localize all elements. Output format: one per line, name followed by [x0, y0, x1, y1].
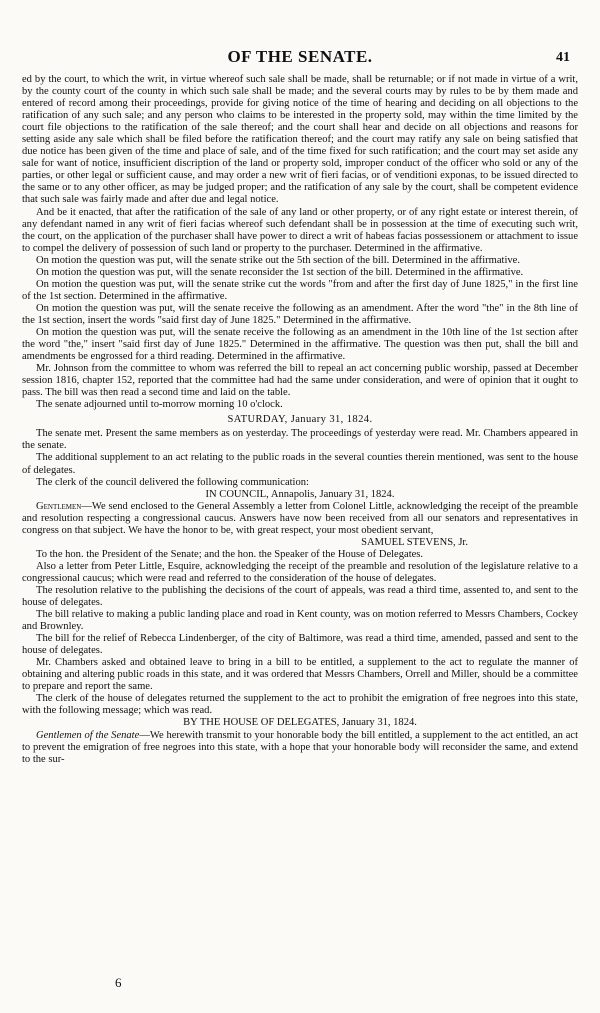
house-letter	[22, 730, 578, 766]
paragraph: The additional supplement to an act relating to the public roads in the several counties therein mentioned, was sent to the house of delegates.	[22, 452, 578, 476]
council-heading: IN COUNCIL, Annapolis, January 31, 1824.	[205, 488, 395, 500]
paragraph: Mr. Johnson from the committee to whom was referred the bill to repeal an act concerning public worship, passed at December session 1816, chapter 152, reported that the committee had had the same under consideration, and were of opinion that it ought to pass. The bill was then read a second time and laid on the table.	[22, 363, 578, 399]
paragraph: The clerk of the house of delegates returned the supplement to the act to prohibit the emigration of free negroes into this state, with the following message; which was read.	[22, 693, 578, 717]
council-letter	[22, 501, 578, 537]
paragraph: The senate met. Present the same members as on yesterday. The proceedings of yesterday were read. Mr. Chambers appeared in the senate.	[22, 428, 578, 452]
paragraph: On motion the question was put, will the senate reconsider the 1st section of the bill. Determined in the affirmative.	[36, 266, 524, 278]
paragraph: The bill relative to making a public landing place and road in Kent county, was on motion referred to Messrs Chambers, Cockey and Brownley.	[22, 609, 578, 633]
council-address: To the hon. the President of the Senate; and the hon. the Speaker of the House of Delegates.	[36, 548, 424, 560]
paragraph: The senate adjourned until to-morrow morning 10 o'clock.	[36, 399, 283, 411]
council-letter-salutation: Gentlemen	[36, 500, 82, 512]
section-date-heading: SATURDAY, January 31, 1824.	[227, 414, 373, 426]
body-text	[22, 74, 578, 766]
paragraph: On motion the question was put, will the senate receive the following as an amendment. After the word "the" in the 8th line of the 1st section, insert the words "said first day of June 1825." Determined in the affirmative.	[22, 302, 578, 326]
running-title: OF THE SENATE.	[227, 47, 373, 66]
house-letter-salutation: Gentlemen of the Senate	[36, 729, 140, 741]
paragraph: The clerk of the council delivered the following communication:	[36, 476, 309, 488]
paragraph: ed by the court, to which the writ, in virtue whereof such sale shall be made, shall be returnable; or if not made in virtue of a writ, by the county court of the county in which such sale shall be made; and the several courts may by rules to be by them made and entered of record among their proceedings, provide for giving notice of the time of hearing and deciding on all objections to the ratification of any such sale; and any person who claims to be interested in the property sold, may within the time limited by the court file objections to the ratification of the sale thereof; and the court shall hear and decide on all objections and reasons for setting aside any sale which shall be filed before the ratification thereof; and the court may ratify any sale on being satisfied that due notice has been given of the time and place of sale, and of the time fixed for such ratification; and the court may set aside any sale for want of notice, insufficient discription of the land or property sold, improper conduct of the officer who sold or any of the parties, or other legal or sufficient cause, and may order a new writ of fieri facias, or of venditioni exponas, to be issued directed to the same or to any other officer, as may be judged proper; and the ratification of any sale by the court, shall be competent evidence that such sale was fairly made and after due and legal notice.	[22, 74, 578, 206]
paragraph: On motion the question was put, will the senate strike cut the words "from and after the first day of June 1825," in the first line of the 1st section. Determined in the affirmative.	[22, 278, 578, 302]
page-number: 41	[556, 50, 570, 65]
paragraph: Also a letter from Peter Little, Esquire, acknowledging the receipt of the preamble and resolution of the legislature relative to a congressional caucus; which were read and referred to the consideration of the house of delegates.	[22, 560, 578, 584]
paragraph: On motion the question was put, will the senate strike out the 5th section of the bill. Determined in the affirmative.	[36, 254, 520, 266]
paragraph: The bill for the relief of Rebecca Lindenberger, of the city of Baltimore, was read a third time, amended, passed and sent to the house of delegates.	[22, 633, 578, 657]
paragraph: The resolution relative to the publishing the decisions of the court of appeals, was read a third time, assented to, and sent to the house of delegates.	[22, 584, 578, 609]
signature-mark: 6	[115, 975, 122, 990]
council-letter-body: —We send enclosed to the General Assembly a letter from Colonel Little, acknowledging the receipt of the preamble and resolution respecting a congressional caucus. Answers have now been received from all our senators and representatives in congress on that subject. We have the honor to be, with great respect, your most obedient servant,	[22, 500, 578, 536]
house-heading: BY THE HOUSE OF DELEGATES, January 31, 1824.	[183, 717, 417, 729]
paragraph: Mr. Chambers asked and obtained leave to bring in a bill to be entitled, a supplement to the act to regulate the manner of obtaining and altering public roads in this state, and it was ordered that Messrs Chambers, Orrell and Miller, should be a committee to prepare and report the same.	[22, 657, 578, 693]
paragraph: And be it enacted, that after the ratification of the sale of any land or other property, or of any right estate or interest therein, of any defendant named in any writ of fieri facias whereof such defendant shall be in possession at the time of executing such writ, the court, on the application of the purchaser shall have power to direct a writ of habeas facias possessionem or attachment to issue to compel the delivery of possession of such land or property to the purchaser. Determined in the affirmative.	[22, 206, 578, 254]
paragraph: On motion the question was put, will the senate receive the following as an amendment in the 10th line of the 1st section after the word "the," insert "said first day of June 1825." Determined in the affirmative. The question was then put, shall the bill and amendments be engrossed for a third reading. Determined in the affirmative.	[22, 326, 578, 363]
house-letter-body: —We herewith transmit to your honorable body the bill entitled, a supplement to the act entitled, an act to prevent the emigration of free negroes into this state, with a hope that your honorable body will reconsider the same, and extend to the sur-	[22, 729, 579, 765]
council-signature: SAMUEL STEVENS, Jr.	[361, 536, 468, 548]
